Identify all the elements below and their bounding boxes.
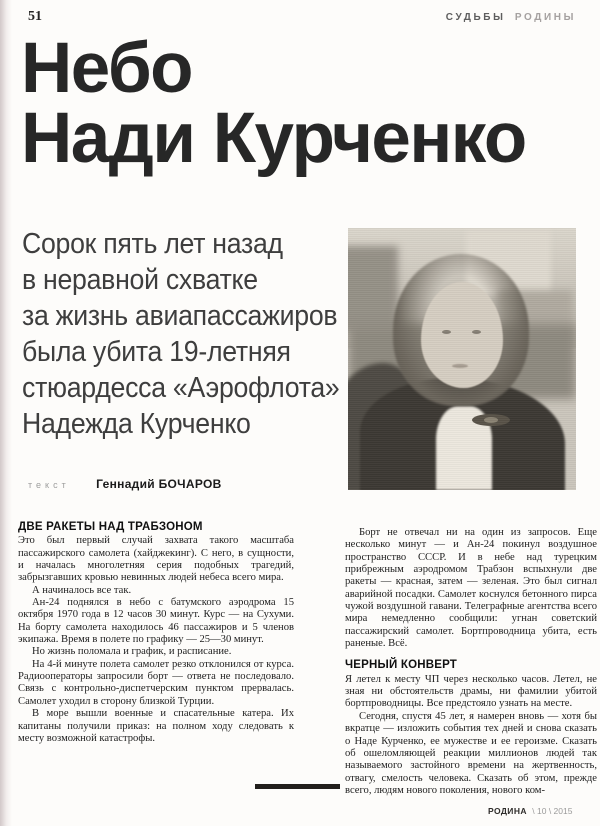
- body-column-right: [345, 527, 597, 797]
- bottom-divider-bar: [255, 784, 340, 789]
- footer-issue-number: \ 10 \ 2015: [532, 806, 573, 816]
- body-paragraph: Я летел к месту ЧП через несколько часов. Летел, не зная ни обстоятельств драмы, ни фамилии убитой бортпроводницы. Все предстояло узнать на месте.: [345, 673, 597, 710]
- footer-magazine-name: РОДИНА: [488, 806, 527, 816]
- photo-grain-overlay: [348, 228, 576, 490]
- standfirst-line: Надежда Курченко: [22, 408, 251, 440]
- article-headline: [21, 29, 526, 178]
- article-standfirst: [22, 226, 353, 442]
- body-paragraph: Это был первый случай захвата такого масштаба пассажирского самолета (хайджекинг). С него, в сущности, и началась многолетняя серия подобных трагедий, забрызгавших кровью невинных людей небеса всего мира.: [18, 535, 294, 584]
- page-number: 51: [28, 9, 42, 24]
- portrait-photo: [348, 228, 576, 490]
- byline-author: Геннадий БОЧАРОВ: [96, 477, 222, 491]
- standfirst-line: в неравной схватке: [22, 264, 258, 296]
- kicker-section-label: СУДЬБЫ: [445, 12, 506, 23]
- body-paragraph: А начиналось все так.: [32, 584, 132, 596]
- subheading-two-rockets: ДВЕ РАКЕТЫ НАД ТРАБЗОНОМ: [18, 521, 203, 533]
- standfirst-line: стюардесса «Аэрофлота»: [22, 372, 340, 404]
- body-paragraph: На 4-й минуте полета самолет резко отклонился от курса. Радиооператоры запросили борт — ответа не последовало. Связь с контрольно-диспетчерским пунктом прервалась. Самолет уходил в сторону близкой Турции.: [18, 658, 294, 707]
- headline-line-2: Нади Курченко: [21, 99, 526, 178]
- standfirst-line: за жизнь авиапассажиров: [22, 300, 338, 332]
- byline-label: текст: [28, 480, 70, 490]
- body-paragraph: Ан-24 поднялся в небо с батумского аэродрома 15 октября 1970 года в 12 часов 30 минут. Курс — на Сухуми. На борту самолета находилось 46 пассажиров и 5 членов экипажа. Время в полете по графику — 25—30 минут.: [18, 597, 294, 646]
- standfirst-line: была убита 19-летняя: [22, 336, 291, 368]
- headline-line-1: Небо: [21, 29, 193, 108]
- body-paragraph: Но жизнь поломала и график, и расписание.: [32, 646, 232, 658]
- subheading-black-envelope: ЧЕРНЫЙ КОНВЕРТ: [345, 659, 458, 672]
- body-paragraph: Сегодня, спустя 45 лет, я намерен вновь — хотя бы вкратце — изложить события тех дней и снова сказать о Наде Курченко, ее мужестве и ее героизме. Сказать об ошеломляющей реакции миллионов людей так называемого застойного времени на жертвенность, отвагу, смелость человека. Сказать об этом, прежде всего, людям нового поколения, нового ком-: [345, 710, 597, 796]
- page-footer: [488, 806, 572, 816]
- body-column-left: [18, 521, 294, 745]
- page-scan-edge: [0, 0, 12, 826]
- byline: [28, 475, 222, 493]
- kicker-brand-label: РОДИНЫ: [514, 12, 576, 23]
- body-paragraph: Борт не отвечал ни на один из запросов. Еще несколько минут — и Ан-24 покинул воздушное пространство СССР. И в небе над турецким прибрежным аэродромом Трабзон вспыхнули две ракеты — красная, затем — зеленая. Это был сигнал аварийной посадки. Самолет коснулся бетонного пирса чужой воздушной гавани. Телеграфные агентства всего мира немедленно сообщили: угнан советский пассажирский самолет. Бортпроводница убита, есть раненые. Всё.: [345, 527, 597, 650]
- body-paragraph: В море вышли военные и спасательные катера. Их капитаны получили приказ: на полном ходу следовать к месту возможной катастрофы.: [18, 708, 294, 744]
- section-kicker: [446, 12, 576, 23]
- standfirst-line: Сорок пять лет назад: [22, 228, 283, 260]
